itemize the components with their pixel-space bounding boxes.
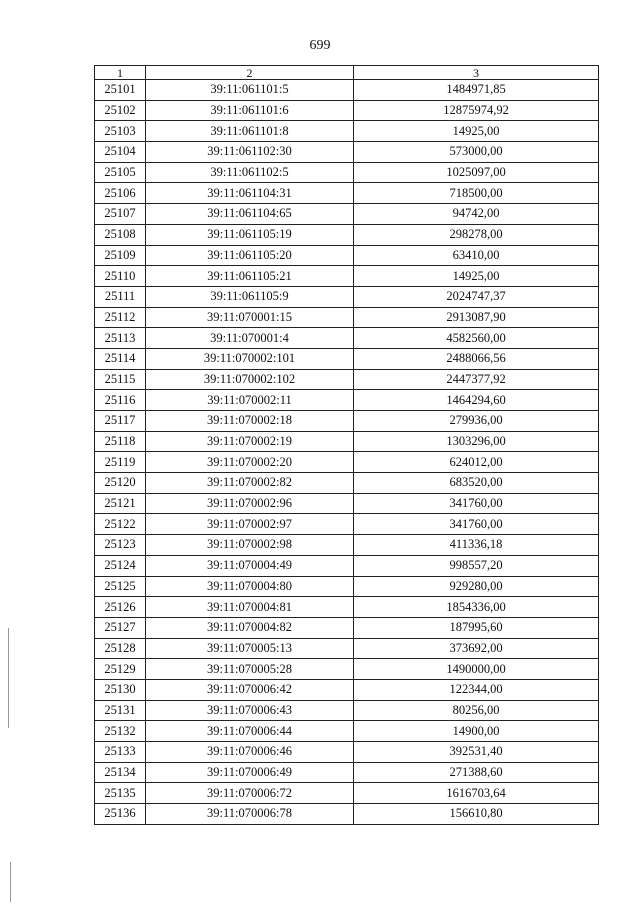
value-cell: 718500,00 bbox=[354, 183, 599, 204]
value-cell: 14925,00 bbox=[354, 266, 599, 287]
table-row bbox=[95, 555, 599, 576]
value-cell: 392531,40 bbox=[354, 742, 599, 763]
table-row bbox=[95, 804, 599, 825]
table-row bbox=[95, 535, 599, 556]
table-row bbox=[95, 514, 599, 535]
row-number-cell: 25104 bbox=[95, 142, 146, 163]
value-cell: 1303296,00 bbox=[354, 431, 599, 452]
table-row bbox=[95, 307, 599, 328]
table-row bbox=[95, 431, 599, 452]
cadastral-number-cell: 39:11:070004:82 bbox=[146, 617, 354, 638]
cadastral-number-cell: 39:11:070002:20 bbox=[146, 452, 354, 473]
row-number-cell: 25129 bbox=[95, 659, 146, 680]
value-cell: 683520,00 bbox=[354, 473, 599, 494]
cadastral-number-cell: 39:11:070002:19 bbox=[146, 431, 354, 452]
cadastral-number-cell: 39:11:070002:96 bbox=[146, 493, 354, 514]
row-number-cell: 25123 bbox=[95, 535, 146, 556]
value-cell: 14925,00 bbox=[354, 121, 599, 142]
row-number-cell: 25130 bbox=[95, 679, 146, 700]
table-row bbox=[95, 266, 599, 287]
value-cell: 122344,00 bbox=[354, 679, 599, 700]
table-row bbox=[95, 369, 599, 390]
row-number-cell: 25136 bbox=[95, 804, 146, 825]
row-number-cell: 25101 bbox=[95, 80, 146, 101]
value-cell: 573000,00 bbox=[354, 142, 599, 163]
value-cell: 1025097,00 bbox=[354, 162, 599, 183]
page-number: 699 bbox=[309, 38, 331, 53]
row-number-cell: 25108 bbox=[95, 224, 146, 245]
value-cell: 2488066,56 bbox=[354, 348, 599, 369]
cadastral-number-cell: 39:11:061105:21 bbox=[146, 266, 354, 287]
table-row bbox=[95, 742, 599, 763]
row-number-cell: 25122 bbox=[95, 514, 146, 535]
row-number-cell: 25113 bbox=[95, 328, 146, 349]
row-number-cell: 25127 bbox=[95, 617, 146, 638]
cadastral-number-cell: 39:11:070004:49 bbox=[146, 555, 354, 576]
cadastral-number-cell: 39:11:070006:42 bbox=[146, 679, 354, 700]
column-header-3: 3 bbox=[354, 66, 599, 80]
row-number-cell: 25118 bbox=[95, 431, 146, 452]
cadastral-number-cell: 39:11:061104:65 bbox=[146, 204, 354, 225]
value-cell: 80256,00 bbox=[354, 700, 599, 721]
table-row bbox=[95, 700, 599, 721]
cadastral-number-cell: 39:11:070002:101 bbox=[146, 348, 354, 369]
value-cell: 624012,00 bbox=[354, 452, 599, 473]
cadastral-number-cell: 39:11:070006:78 bbox=[146, 804, 354, 825]
value-cell: 63410,00 bbox=[354, 245, 599, 266]
registry-table bbox=[94, 65, 599, 825]
cadastral-number-cell: 39:11:070001:15 bbox=[146, 307, 354, 328]
table-row bbox=[95, 328, 599, 349]
table-row bbox=[95, 659, 599, 680]
value-cell: 1484971,85 bbox=[354, 80, 599, 101]
row-number-cell: 25119 bbox=[95, 452, 146, 473]
value-cell: 187995,60 bbox=[354, 617, 599, 638]
column-header-1: 1 bbox=[95, 66, 146, 80]
row-number-cell: 25109 bbox=[95, 245, 146, 266]
row-number-cell: 25111 bbox=[95, 286, 146, 307]
row-number-cell: 25107 bbox=[95, 204, 146, 225]
row-number-cell: 25128 bbox=[95, 638, 146, 659]
value-cell: 998557,20 bbox=[354, 555, 599, 576]
value-cell: 4582560,00 bbox=[354, 328, 599, 349]
table-row bbox=[95, 473, 599, 494]
cadastral-number-cell: 39:11:061104:31 bbox=[146, 183, 354, 204]
table-row bbox=[95, 348, 599, 369]
scan-margin-mark bbox=[8, 628, 9, 728]
table-row bbox=[95, 286, 599, 307]
cadastral-number-cell: 39:11:070006:43 bbox=[146, 700, 354, 721]
value-cell: 298278,00 bbox=[354, 224, 599, 245]
value-cell: 156610,80 bbox=[354, 804, 599, 825]
cadastral-number-cell: 39:11:070002:97 bbox=[146, 514, 354, 535]
cadastral-number-cell: 39:11:061102:5 bbox=[146, 162, 354, 183]
cadastral-number-cell: 39:11:061101:6 bbox=[146, 100, 354, 121]
table-row bbox=[95, 493, 599, 514]
cadastral-number-cell: 39:11:070002:18 bbox=[146, 411, 354, 432]
table-row bbox=[95, 80, 599, 101]
cadastral-number-cell: 39:11:061105:9 bbox=[146, 286, 354, 307]
column-header-2: 2 bbox=[146, 66, 354, 80]
row-number-cell: 25134 bbox=[95, 762, 146, 783]
row-number-cell: 25133 bbox=[95, 742, 146, 763]
row-number-cell: 25121 bbox=[95, 493, 146, 514]
cadastral-number-cell: 39:11:070004:81 bbox=[146, 597, 354, 618]
row-number-cell: 25112 bbox=[95, 307, 146, 328]
value-cell: 12875974,92 bbox=[354, 100, 599, 121]
value-cell: 411336,18 bbox=[354, 535, 599, 556]
table-row bbox=[95, 204, 599, 225]
cadastral-number-cell: 39:11:070002:102 bbox=[146, 369, 354, 390]
table-row bbox=[95, 452, 599, 473]
value-cell: 341760,00 bbox=[354, 514, 599, 535]
row-number-cell: 25135 bbox=[95, 783, 146, 804]
value-cell: 929280,00 bbox=[354, 576, 599, 597]
cadastral-number-cell: 39:11:070006:46 bbox=[146, 742, 354, 763]
cadastral-number-cell: 39:11:061101:5 bbox=[146, 80, 354, 101]
cadastral-number-cell: 39:11:070002:11 bbox=[146, 390, 354, 411]
cadastral-number-cell: 39:11:061105:20 bbox=[146, 245, 354, 266]
cadastral-number-cell: 39:11:070002:98 bbox=[146, 535, 354, 556]
table-row bbox=[95, 183, 599, 204]
row-number-cell: 25124 bbox=[95, 555, 146, 576]
cadastral-number-cell: 39:11:061105:19 bbox=[146, 224, 354, 245]
row-number-cell: 25120 bbox=[95, 473, 146, 494]
cadastral-number-cell: 39:11:070006:72 bbox=[146, 783, 354, 804]
value-cell: 2913087,90 bbox=[354, 307, 599, 328]
row-number-cell: 25106 bbox=[95, 183, 146, 204]
row-number-cell: 25115 bbox=[95, 369, 146, 390]
row-number-cell: 25126 bbox=[95, 597, 146, 618]
table-row bbox=[95, 100, 599, 121]
cadastral-number-cell: 39:11:070006:44 bbox=[146, 721, 354, 742]
row-number-cell: 25103 bbox=[95, 121, 146, 142]
table-row bbox=[95, 597, 599, 618]
table-row bbox=[95, 224, 599, 245]
row-number-cell: 25116 bbox=[95, 390, 146, 411]
value-cell: 2447377,92 bbox=[354, 369, 599, 390]
value-cell: 271388,60 bbox=[354, 762, 599, 783]
table-row bbox=[95, 679, 599, 700]
row-number-cell: 25132 bbox=[95, 721, 146, 742]
header-row bbox=[95, 66, 599, 80]
table-row bbox=[95, 390, 599, 411]
table-row bbox=[95, 638, 599, 659]
cadastral-number-cell: 39:11:061102:30 bbox=[146, 142, 354, 163]
value-cell: 1490000,00 bbox=[354, 659, 599, 680]
cadastral-number-cell: 39:11:061101:8 bbox=[146, 121, 354, 142]
row-number-cell: 25125 bbox=[95, 576, 146, 597]
table-row bbox=[95, 721, 599, 742]
cadastral-number-cell: 39:11:070004:80 bbox=[146, 576, 354, 597]
table-row bbox=[95, 783, 599, 804]
value-cell: 1464294,60 bbox=[354, 390, 599, 411]
value-cell: 14900,00 bbox=[354, 721, 599, 742]
value-cell: 1854336,00 bbox=[354, 597, 599, 618]
table-row bbox=[95, 245, 599, 266]
table-header bbox=[95, 66, 599, 80]
cadastral-number-cell: 39:11:070005:13 bbox=[146, 638, 354, 659]
cadastral-number-cell: 39:11:070001:4 bbox=[146, 328, 354, 349]
value-cell: 341760,00 bbox=[354, 493, 599, 514]
row-number-cell: 25110 bbox=[95, 266, 146, 287]
row-number-cell: 25102 bbox=[95, 100, 146, 121]
table-row bbox=[95, 576, 599, 597]
row-number-cell: 25117 bbox=[95, 411, 146, 432]
cadastral-number-cell: 39:11:070002:82 bbox=[146, 473, 354, 494]
scan-margin-mark bbox=[10, 862, 11, 902]
row-number-cell: 25114 bbox=[95, 348, 146, 369]
value-cell: 94742,00 bbox=[354, 204, 599, 225]
value-cell: 1616703,64 bbox=[354, 783, 599, 804]
table-body bbox=[95, 80, 599, 825]
table-row bbox=[95, 617, 599, 638]
row-number-cell: 25105 bbox=[95, 162, 146, 183]
table-row bbox=[95, 762, 599, 783]
value-cell: 2024747,37 bbox=[354, 286, 599, 307]
table-row bbox=[95, 142, 599, 163]
value-cell: 373692,00 bbox=[354, 638, 599, 659]
table-row bbox=[95, 121, 599, 142]
cadastral-number-cell: 39:11:070006:49 bbox=[146, 762, 354, 783]
cadastral-number-cell: 39:11:070005:28 bbox=[146, 659, 354, 680]
table-row bbox=[95, 162, 599, 183]
value-cell: 279936,00 bbox=[354, 411, 599, 432]
table-row bbox=[95, 411, 599, 432]
row-number-cell: 25131 bbox=[95, 700, 146, 721]
